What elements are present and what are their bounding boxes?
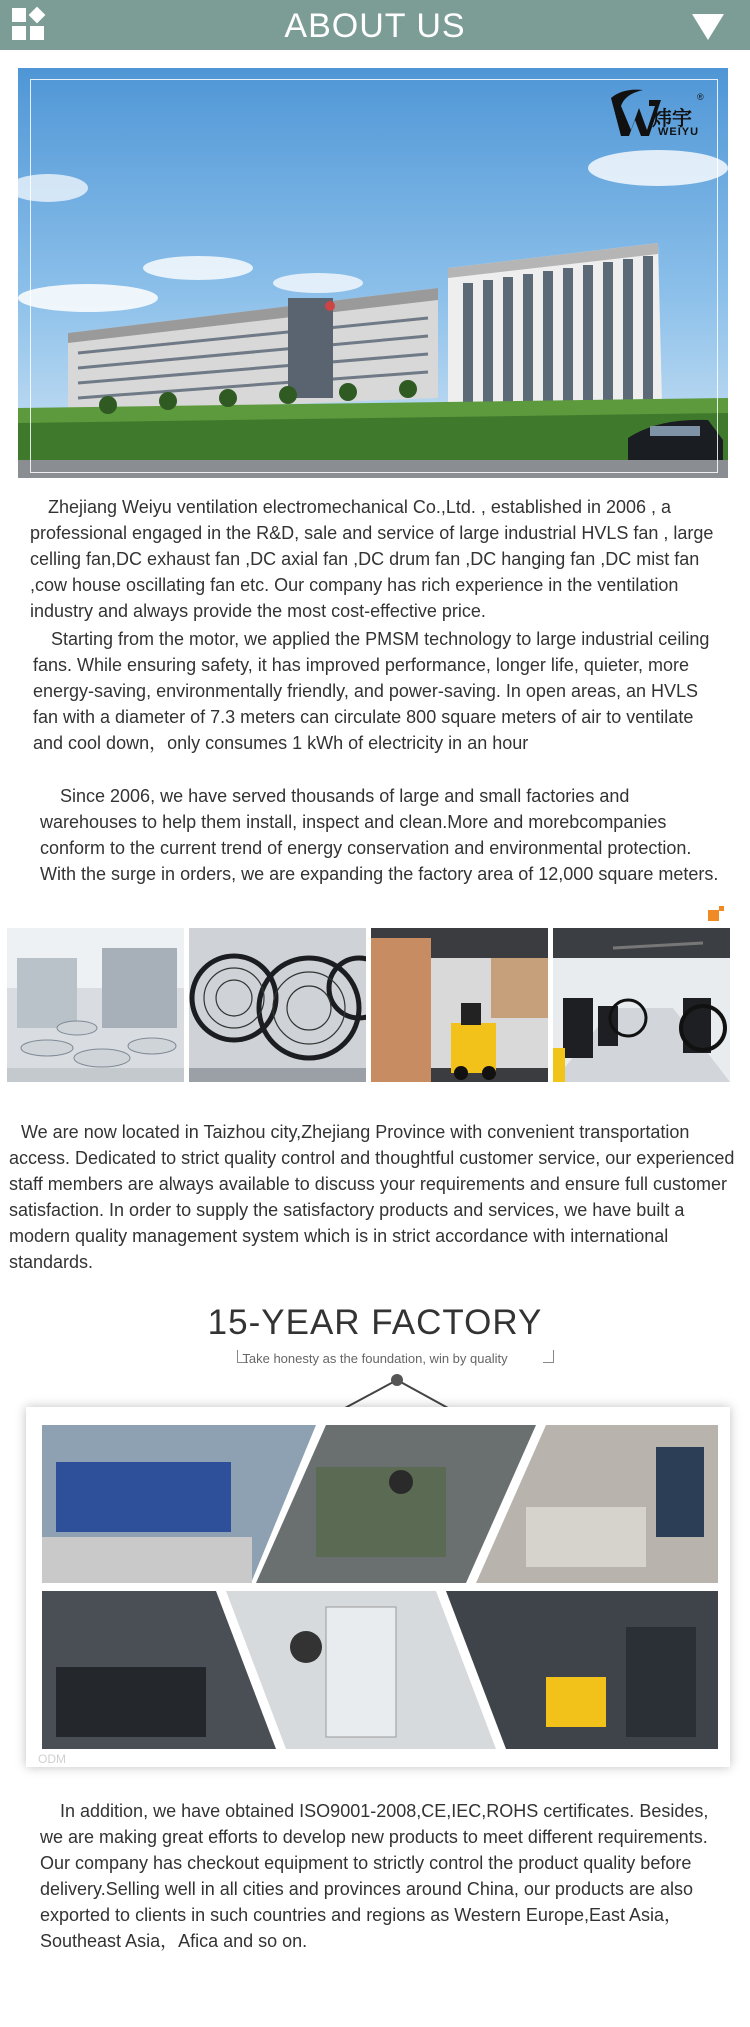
orange-corner-icon [708,906,724,922]
page-title: ABOUT US [284,7,466,45]
location-paragraph: We are now located in Taizhou city,Zhejiang Province with convenient transportation access. Dedicated to strict quality control and thoughtful customer service, our experienced staff members are always available to discuss your requirements and ensure full customer satisfaction. In order to supply the satisfactory products and services, we have built a modern quality management system which is in strict accordance with international standards. [9,1122,735,1272]
technology-paragraph: Starting from the motor, we applied the PMSM technology to large industrial ceiling fans. While ensuring safety, it has improved performance, longer life, quieter, more energy-saving, environmentally friendly, and power-saving. In open areas, an HVLS fan with a diameter of 7.3 meters can circulate 800 square meters of air to ventilate and cool down，only consumes 1 kWh of electricity in an hour [33,629,710,753]
factory-subtitle: Take honesty as the foundation, win by quality [242,1351,508,1366]
intro-paragraph: Zhejiang Weiyu ventilation electromechanical Co.,Ltd. , established in 2006 , a professional engaged in the R&D, sale and service of large industrial HVLS fan , large celling fan,DC exhaust fan ,DC axial fan ,DC drum fan ,DC hanging fan ,DC mist fan ,cow house oscillating fan etc. Our company has rich experience in the ventilation industry and always provide the most cost-effective price. [30,497,714,621]
chevron-down-icon[interactable] [692,14,724,40]
hanger-decoration [340,1370,450,1410]
certificates-paragraph: In addition, we have obtained ISO9001-2008,CE,IEC,ROHS certificates. Besides, we are making great efforts to develop new products to meet different requirements. Our company has checkout equipment to strictly control the product quality before delivery.Selling well in all cities and provinces around China, our products are also exported to clients in such countries and regions as Western Europe,East Asia，Southeast Asia，Afica and so on. [40,1801,709,1951]
logo-text: 炜宇 [652,108,692,130]
factory-title: 15-YEAR FACTORY [207,1303,543,1342]
registered-mark: ® [697,92,704,102]
photo-warehouse-products [7,928,184,1082]
photo-showroom-fans [553,928,730,1082]
subtitle-right-bracket [543,1350,554,1363]
history-paragraph: Since 2006, we have served thousands of large and small factories and warehouses to help them install, inspect and clean.More and morebcompanies conform to the current trend of energy conservation and environmental protection. With the surge in orders, we are expanding the factory area of 12,000 square meters. [40,786,719,884]
logo-subtext: WEIYU [658,126,700,138]
factory-collage [26,1407,730,1767]
photo-forklift-loading [371,928,548,1082]
photo-drum-fans [189,928,366,1082]
odm-watermark: ODM [38,1752,66,1766]
